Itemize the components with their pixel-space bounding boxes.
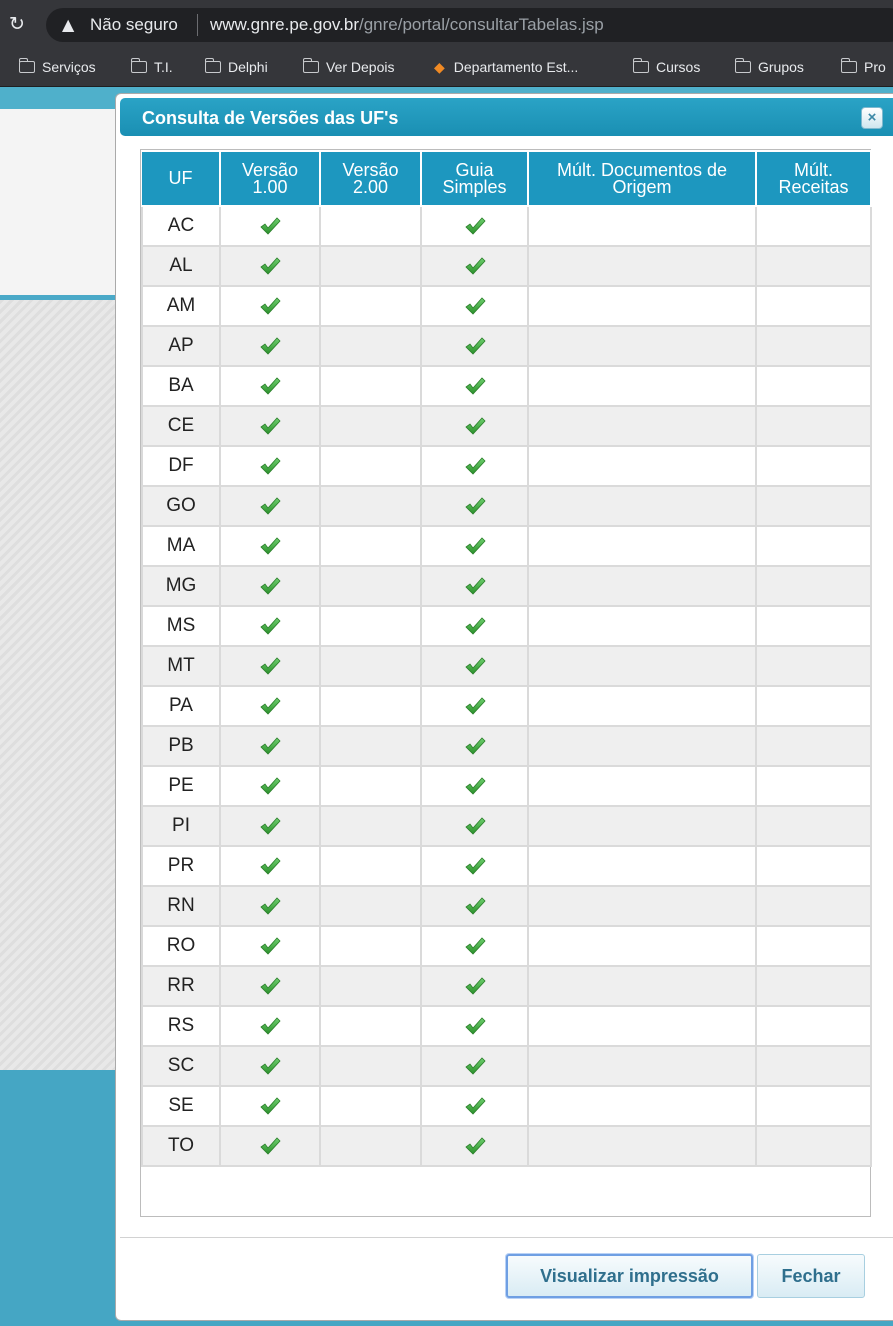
mult-receitas-cell	[756, 646, 871, 686]
bookmark-label: Pro	[864, 59, 886, 75]
versao-1-cell	[220, 206, 320, 246]
versao-2-cell	[320, 486, 421, 526]
mult-documentos-cell	[528, 686, 756, 726]
check-icon	[422, 536, 527, 556]
uf-cell: MS	[142, 606, 220, 646]
mult-receitas-cell	[756, 326, 871, 366]
table-row	[142, 966, 871, 1006]
table-row	[142, 246, 871, 286]
mult-documentos-cell	[528, 526, 756, 566]
mult-documentos-cell	[528, 606, 756, 646]
versao-1-cell	[220, 286, 320, 326]
check-icon	[221, 376, 319, 396]
mult-documentos-cell	[528, 966, 756, 1006]
dialog-title: Consulta de Versões das UF's	[142, 108, 399, 128]
guia-simples-cell	[421, 1086, 528, 1126]
check-icon	[422, 696, 527, 716]
check-icon	[221, 296, 319, 316]
guia-simples-cell	[421, 686, 528, 726]
mult-receitas-cell	[756, 446, 871, 486]
check-icon	[422, 1096, 527, 1116]
guia-simples-cell	[421, 926, 528, 966]
bookmark-cursos[interactable]	[633, 59, 700, 75]
guia-simples-cell	[421, 766, 528, 806]
table-row	[142, 406, 871, 446]
table-row	[142, 726, 871, 766]
mult-documentos-cell	[528, 406, 756, 446]
guia-simples-cell	[421, 486, 528, 526]
guia-simples-cell	[421, 206, 528, 246]
check-icon	[422, 896, 527, 916]
mult-documentos-cell	[528, 486, 756, 526]
uf-cell: SC	[142, 1046, 220, 1086]
folder-icon	[841, 61, 857, 73]
check-icon	[221, 536, 319, 556]
folder-icon	[735, 61, 751, 73]
folder-icon	[303, 61, 319, 73]
uf-cell: GO	[142, 486, 220, 526]
mult-receitas-cell	[756, 1046, 871, 1086]
versao-1-cell	[220, 566, 320, 606]
mult-documentos-cell	[528, 926, 756, 966]
table-row	[142, 606, 871, 646]
url-path: /gnre/portal/consultarTabelas.jsp	[358, 15, 604, 34]
mult-receitas-cell	[756, 686, 871, 726]
check-icon	[221, 456, 319, 476]
mult-receitas-cell	[756, 1006, 871, 1046]
versao-1-cell	[220, 806, 320, 846]
mult-receitas-cell	[756, 766, 871, 806]
versao-2-cell	[320, 646, 421, 686]
uf-cell: TO	[142, 1126, 220, 1166]
dialog-titlebar[interactable]	[120, 98, 893, 136]
bookmark-delphi[interactable]	[205, 59, 268, 75]
column-header-guia-simples: Guia Simples	[421, 151, 528, 206]
mult-documentos-cell	[528, 286, 756, 326]
versao-2-cell	[320, 526, 421, 566]
table-row	[142, 926, 871, 966]
mult-receitas-cell	[756, 1126, 871, 1166]
check-icon	[221, 256, 319, 276]
versao-2-cell	[320, 846, 421, 886]
versao-2-cell	[320, 806, 421, 846]
mult-receitas-cell	[756, 526, 871, 566]
security-label[interactable]: Não seguro	[90, 15, 178, 34]
versao-2-cell	[320, 966, 421, 1006]
mult-documentos-cell	[528, 246, 756, 286]
column-header-versao-1: Versão 1.00	[220, 151, 320, 206]
check-icon	[221, 696, 319, 716]
table-row	[142, 886, 871, 926]
folder-icon	[131, 61, 147, 73]
mult-documentos-cell	[528, 646, 756, 686]
mult-receitas-cell	[756, 926, 871, 966]
versao-2-cell	[320, 246, 421, 286]
mult-documentos-cell	[528, 806, 756, 846]
guia-simples-cell	[421, 366, 528, 406]
check-icon	[221, 336, 319, 356]
check-icon	[422, 496, 527, 516]
mult-documentos-cell	[528, 206, 756, 246]
guia-simples-cell	[421, 886, 528, 926]
versao-2-cell	[320, 926, 421, 966]
versao-2-cell	[320, 1006, 421, 1046]
check-icon	[221, 656, 319, 676]
versao-2-cell	[320, 446, 421, 486]
mult-receitas-cell	[756, 246, 871, 286]
address-divider	[197, 14, 198, 36]
bookmark-label: Cursos	[656, 59, 701, 75]
check-icon	[221, 1096, 319, 1116]
uf-cell: DF	[142, 446, 220, 486]
versao-1-cell	[220, 406, 320, 446]
check-icon	[221, 856, 319, 876]
versao-2-cell	[320, 1086, 421, 1126]
check-icon	[422, 416, 527, 436]
mult-receitas-cell	[756, 726, 871, 766]
bookmarks-bar	[0, 50, 893, 87]
mult-documentos-cell	[528, 566, 756, 606]
mult-documentos-cell	[528, 766, 756, 806]
check-icon	[422, 456, 527, 476]
table-row	[142, 1046, 871, 1086]
check-icon	[422, 856, 527, 876]
versao-1-cell	[220, 486, 320, 526]
versions-table	[141, 150, 872, 1167]
check-icon	[221, 416, 319, 436]
mult-receitas-cell	[756, 566, 871, 606]
mult-receitas-cell	[756, 286, 871, 326]
check-icon	[422, 256, 527, 276]
versao-1-cell	[220, 606, 320, 646]
check-icon	[422, 1136, 527, 1156]
versao-1-cell	[220, 966, 320, 1006]
versao-1-cell	[220, 886, 320, 926]
dialog-footer-divider	[120, 1237, 893, 1238]
mult-documentos-cell	[528, 1086, 756, 1126]
site-favicon-icon: ◆	[434, 60, 445, 76]
column-header-versao-2: Versão 2.00	[320, 151, 421, 206]
check-icon	[221, 616, 319, 636]
versao-2-cell	[320, 686, 421, 726]
bookmark-grupos[interactable]	[735, 59, 804, 75]
mult-receitas-cell	[756, 1086, 871, 1126]
versao-2-cell	[320, 206, 421, 246]
check-icon	[422, 656, 527, 676]
check-icon	[422, 1016, 527, 1036]
versao-1-cell	[220, 766, 320, 806]
mult-documentos-cell	[528, 1006, 756, 1046]
guia-simples-cell	[421, 726, 528, 766]
check-icon	[422, 936, 527, 956]
uf-cell: RO	[142, 926, 220, 966]
print-preview-button[interactable]: Visualizar impressão	[506, 1254, 753, 1298]
uf-cell: PB	[142, 726, 220, 766]
table-row	[142, 206, 871, 246]
check-icon	[221, 496, 319, 516]
table-row	[142, 686, 871, 726]
mult-documentos-cell	[528, 886, 756, 926]
check-icon	[422, 376, 527, 396]
table-body	[142, 206, 871, 1166]
guia-simples-cell	[421, 1006, 528, 1046]
uf-cell: SE	[142, 1086, 220, 1126]
mult-receitas-cell	[756, 606, 871, 646]
table-row	[142, 286, 871, 326]
versao-2-cell	[320, 1046, 421, 1086]
versao-1-cell	[220, 1046, 320, 1086]
versao-2-cell	[320, 886, 421, 926]
versao-1-cell	[220, 1086, 320, 1126]
versao-1-cell	[220, 446, 320, 486]
versao-1-cell	[220, 686, 320, 726]
versao-1-cell	[220, 526, 320, 566]
versao-1-cell	[220, 1126, 320, 1166]
mult-receitas-cell	[756, 486, 871, 526]
guia-simples-cell	[421, 1046, 528, 1086]
bookmark-label: T.I.	[154, 59, 173, 75]
guia-simples-cell	[421, 446, 528, 486]
check-icon	[221, 1016, 319, 1036]
table-row	[142, 326, 871, 366]
check-icon	[422, 776, 527, 796]
check-icon	[221, 776, 319, 796]
uf-cell: PI	[142, 806, 220, 846]
uf-cell: RN	[142, 886, 220, 926]
table-row	[142, 446, 871, 486]
check-icon	[422, 336, 527, 356]
column-header-uf: UF	[142, 151, 220, 206]
bookmark-label: Serviços	[42, 59, 96, 75]
guia-simples-cell	[421, 966, 528, 1006]
versao-1-cell	[220, 366, 320, 406]
url-text[interactable]	[210, 15, 604, 35]
mult-documentos-cell	[528, 366, 756, 406]
uf-cell: PE	[142, 766, 220, 806]
bookmark-pro[interactable]	[841, 59, 886, 75]
guia-simples-cell	[421, 286, 528, 326]
url-host: www.gnre.pe.gov.br	[210, 15, 359, 34]
bookmark-label: Delphi	[228, 59, 268, 75]
guia-simples-cell	[421, 326, 528, 366]
bookmark-ti[interactable]	[131, 59, 173, 75]
uf-cell: MA	[142, 526, 220, 566]
mult-documentos-cell	[528, 726, 756, 766]
uf-cell: RS	[142, 1006, 220, 1046]
table-row	[142, 526, 871, 566]
mult-documentos-cell	[528, 846, 756, 886]
bookmark-ver-depois[interactable]	[303, 59, 394, 75]
guia-simples-cell	[421, 406, 528, 446]
table-row	[142, 846, 871, 886]
check-icon	[221, 576, 319, 596]
uf-cell: MT	[142, 646, 220, 686]
uf-cell: MG	[142, 566, 220, 606]
mult-receitas-cell	[756, 806, 871, 846]
mult-documentos-cell	[528, 1126, 756, 1166]
mult-receitas-cell	[756, 966, 871, 1006]
uf-cell: AM	[142, 286, 220, 326]
table-row	[142, 1086, 871, 1126]
table-row	[142, 366, 871, 406]
versions-dialog	[115, 93, 893, 1321]
table-row	[142, 646, 871, 686]
bookmark-label: Departamento Est...	[453, 59, 579, 75]
uf-cell: BA	[142, 366, 220, 406]
mult-documentos-cell	[528, 1046, 756, 1086]
check-icon	[422, 1056, 527, 1076]
check-icon	[221, 936, 319, 956]
versao-2-cell	[320, 326, 421, 366]
check-icon	[221, 736, 319, 756]
versao-2-cell	[320, 406, 421, 446]
guia-simples-cell	[421, 606, 528, 646]
reload-icon[interactable]: ↻	[9, 13, 25, 35]
guia-simples-cell	[421, 526, 528, 566]
column-header-mult-receitas: Múlt. Receitas	[756, 151, 871, 206]
uf-cell: RR	[142, 966, 220, 1006]
table-row	[142, 1006, 871, 1046]
check-icon	[422, 816, 527, 836]
versao-2-cell	[320, 1126, 421, 1166]
uf-cell: PA	[142, 686, 220, 726]
versao-2-cell	[320, 566, 421, 606]
mult-receitas-cell	[756, 886, 871, 926]
versao-2-cell	[320, 766, 421, 806]
uf-cell: AC	[142, 206, 220, 246]
warning-icon[interactable]: ▲	[62, 15, 75, 34]
bookmark-departamento[interactable]	[434, 59, 578, 76]
versao-1-cell	[220, 846, 320, 886]
mult-receitas-cell	[756, 406, 871, 446]
check-icon	[221, 816, 319, 836]
mult-receitas-cell	[756, 366, 871, 406]
column-header-mult-documentos: Múlt. Documentos de Origem	[528, 151, 756, 206]
mult-documentos-cell	[528, 446, 756, 486]
check-icon	[221, 1056, 319, 1076]
uf-cell: AL	[142, 246, 220, 286]
table-row	[142, 806, 871, 846]
check-icon	[221, 216, 319, 236]
versao-2-cell	[320, 726, 421, 766]
versions-table-container[interactable]	[140, 149, 871, 1217]
guia-simples-cell	[421, 566, 528, 606]
table-row	[142, 566, 871, 606]
close-button[interactable]: Fechar	[757, 1254, 865, 1298]
guia-simples-cell	[421, 1126, 528, 1166]
versao-1-cell	[220, 646, 320, 686]
close-icon[interactable]: ×	[861, 107, 883, 129]
mult-documentos-cell	[528, 326, 756, 366]
guia-simples-cell	[421, 646, 528, 686]
versao-1-cell	[220, 926, 320, 966]
table-row	[142, 766, 871, 806]
browser-toolbar	[0, 0, 893, 50]
check-icon	[221, 1136, 319, 1156]
table-row	[142, 486, 871, 526]
uf-cell: AP	[142, 326, 220, 366]
bookmark-label: Grupos	[758, 59, 804, 75]
check-icon	[422, 616, 527, 636]
check-icon	[422, 576, 527, 596]
versao-2-cell	[320, 606, 421, 646]
table-row	[142, 1126, 871, 1166]
uf-cell: CE	[142, 406, 220, 446]
check-icon	[422, 976, 527, 996]
versao-1-cell	[220, 246, 320, 286]
uf-cell: PR	[142, 846, 220, 886]
bookmark-label: Ver Depois	[326, 59, 395, 75]
versao-1-cell	[220, 726, 320, 766]
versao-1-cell	[220, 1006, 320, 1046]
versao-2-cell	[320, 366, 421, 406]
folder-icon	[19, 61, 35, 73]
folder-icon	[205, 61, 221, 73]
check-icon	[221, 896, 319, 916]
table-header-row	[142, 151, 871, 206]
check-icon	[422, 736, 527, 756]
guia-simples-cell	[421, 246, 528, 286]
check-icon	[221, 976, 319, 996]
check-icon	[422, 216, 527, 236]
mult-receitas-cell	[756, 846, 871, 886]
guia-simples-cell	[421, 806, 528, 846]
check-icon	[422, 296, 527, 316]
guia-simples-cell	[421, 846, 528, 886]
bookmark-servicos[interactable]	[19, 59, 96, 75]
folder-icon	[633, 61, 649, 73]
versao-1-cell	[220, 326, 320, 366]
mult-receitas-cell	[756, 206, 871, 246]
versao-2-cell	[320, 286, 421, 326]
